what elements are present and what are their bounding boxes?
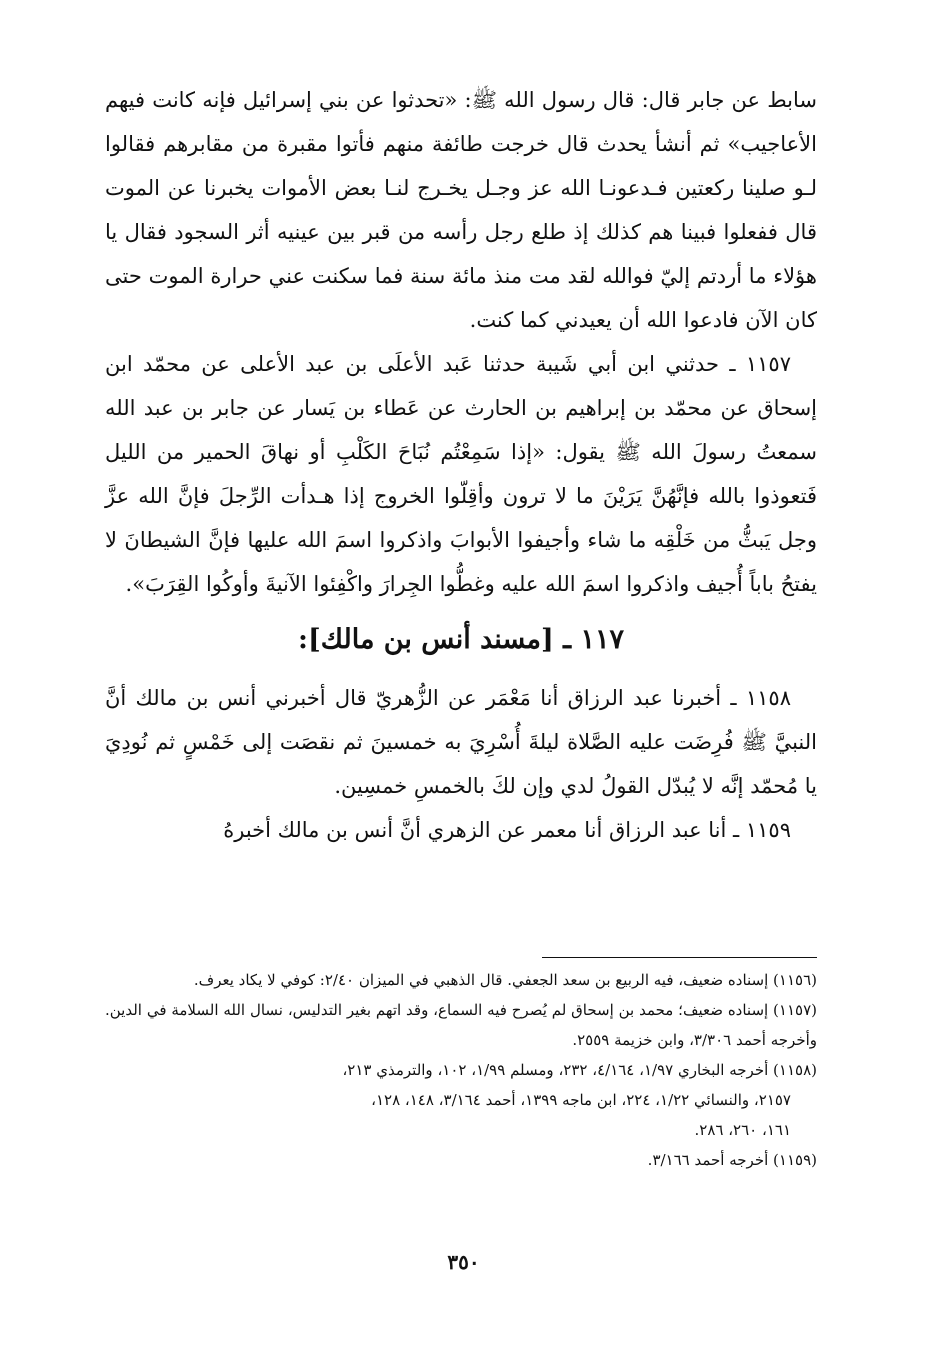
footnote-1158-line-3: ١٦١، ٢٦٠، ٢٨٦. bbox=[694, 1121, 791, 1139]
hadith-1159: ١١٥٩ ـ أنا عبد الرزاق أنا معمر عن الزهري أنَّ أنس بن مالك أخبرهُ bbox=[223, 818, 791, 842]
main-text bbox=[105, 78, 817, 852]
section-heading: ١١٧ ـ [مسند أنس بن مالك]: bbox=[298, 624, 624, 655]
footnote-1157: (١١٥٧) إسناده ضعيف؛ محمد بن إسحاق لم يُصرح فيه السماع، وقد اتهم بغير التدليس، نسال الله السلامة في الدين. وأخرجه أحمد ٣/٣٠٦، وابن خزيمة ٢٥٥٩. bbox=[105, 1001, 817, 1049]
hadith-1156-continuation: سابط عن جابر قال: قال رسول الله ﷺ: «تحدثوا عن بني إسرائيل فإنه كانت فيهم الأعاجيب» ثم أنشأ يحدث قال خرجت طائفة منهم فأتوا مقبرة من مقابرهم فقالوا لـو صلينا ركعتين فـدعونـا الله عز وجـل يخـرج لنـا بعض الأموات يخبرنا عن الموت قال ففعلوا فبينا هم كذلك إذ طلع رجل رأسه من قبر بين عينيه أثر السجود فقال يا هؤلاء ما أردتم إليّ فوالله لقد مت منذ مائة سنة فما سكنت عني حرارة الموت حتى كان الآن فادعوا الله أن يعيدني كما كنت. bbox=[105, 88, 817, 332]
footnote-1156: (١١٥٦) إسناده ضعيف، فيه الربيع بن سعد الجعفي. قال الذهبي في الميزان ٢/٤٠: كوفي لا يكاد يعرف. bbox=[193, 971, 817, 989]
footnotes bbox=[105, 965, 817, 1175]
page-number: ٣٥٠ bbox=[447, 1250, 480, 1274]
footnote-divider bbox=[542, 957, 817, 958]
footnote-1159: (١١٥٩) أخرجه أحمد ٣/١٦٦. bbox=[647, 1151, 817, 1169]
hadith-1157: ١١٥٧ ـ حدثني ابن أبي شَيبة حدثنا عَبد الأعلَى بن عبد الأعلى عن محمّد ابن إسحاق عن محمّد بن إبراهيم بن الحارث عن عَطاء بن يَسار عن جابر بن عبد الله سمعتُ رسولَ الله ﷺ يقول: «إذا سَمِعْتُم نُبَاحَ الكَلْبِ أو نهاقَ الحمير من الليل فَتعوذوا بالله فإنَّهُنَّ يَرَيْنَ ما لا ترون وأقِلّوا الخروج إذا هـدأت الرِّجلَ فإنَّ الله عزَّ وجل يَبثُّ من خَلْقِه ما شاء وأجيفوا الأبوابَ واذكروا اسمَ الله عليها فإنَّ الشيطانَ لا يفتحُ باباً أُجيف واذكروا اسمَ الله عليه وغطُّوا الجِرارَ واكْفِئوا الآنيةَ وأوكُوا القِرَبَ». bbox=[105, 352, 817, 596]
footnote-1158-line-2: ٢١٥٧، والنسائي ١/٢٢، ٢٢٤، ابن ماجه ١٣٩٩، أحمد ٣/١٦٤، ١٤٨، ١٢٨، bbox=[371, 1091, 791, 1109]
hadith-1158: ١١٥٨ ـ أخبرنا عبد الرزاق أنا مَعْمَر عن الزُّهريّ قال أخبرني أنس بن مالك أنَّ النبيَّ ﷺ فُرِضَت عليه الصَّلاة ليلةَ أُسْرِيَ به خمسينَ ثم نقصَت إلى خَمْسٍ ثم نُودِيَ يا مُحمّد إنَّه لا يُبدّل القولُ لدي وإن لكَ بالخمسِ خمسِين. bbox=[105, 686, 817, 798]
footnote-1158-line-1: (١١٥٨) أخرجه البخاري ١/٩٧، ٤/١٦٤، ٢٣٢، ومسلم ١/٩٩، ١٠٢، والترمذي ٢١٣، bbox=[342, 1061, 817, 1079]
